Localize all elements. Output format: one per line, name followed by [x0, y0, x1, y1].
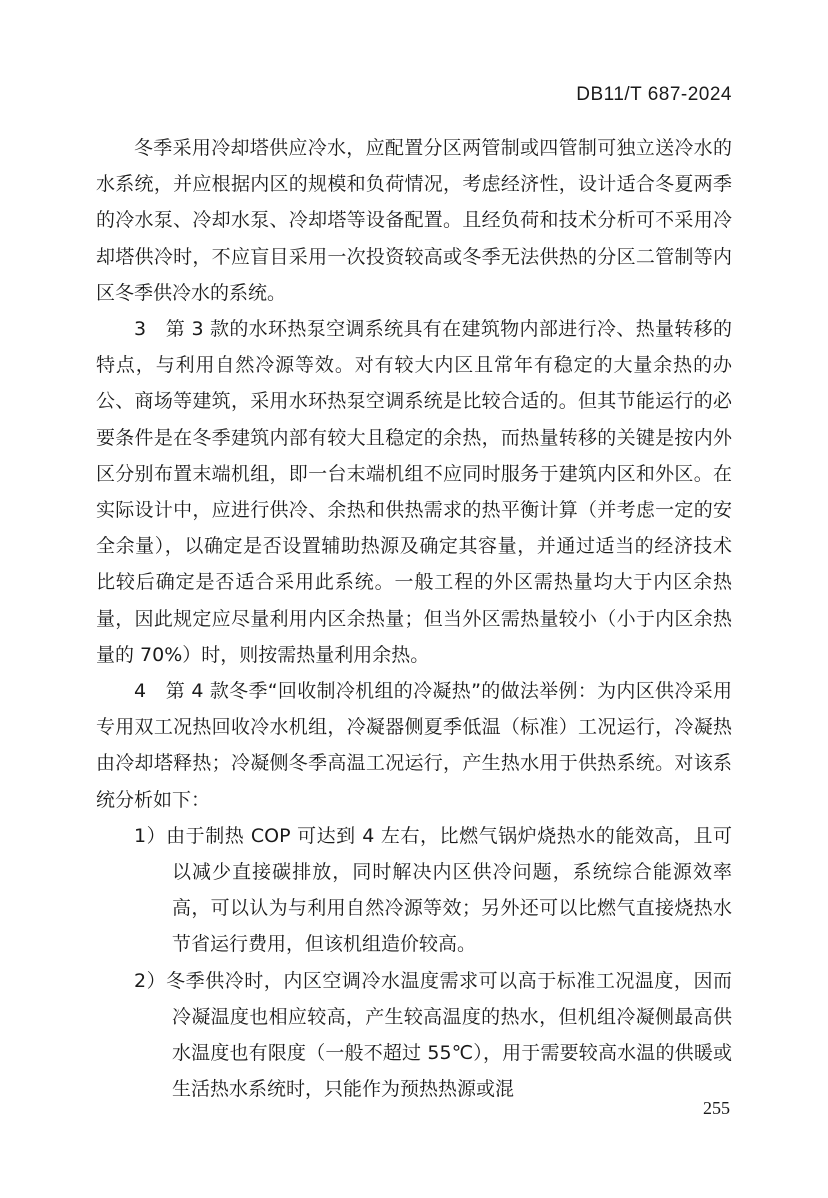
page-body	[96, 130, 732, 1107]
list-item-2-winter-cooling: 2）冬季供冷时，内区空调冷水温度需求可以高于标准工况温度，因而冷凝温度也相应较高，产生较高温度的热水，但机组冷凝侧最高供水温度也有限度（一般不超过 55℃），用于需要较高水温的供暖或生活热水系统时，只能作为预热热源或混	[134, 969, 732, 1101]
page-number: 255	[703, 1098, 730, 1118]
list-item-1-heating-cop: 1）由于制热 COP 可达到 4 左右，比燃气锅炉烧热水的能效高，且可以减少直接碳排放，同时解决内区供冷问题，系统综合能源效率高，可以认为与利用自然冷源等效；另外还可以比燃气直接烧热水节省运行费用，但该机组造价较高。	[134, 824, 732, 956]
paragraph-item-4-condensing-heat: 4 第 4 款冬季“回收制冷机组的冷凝热”的做法举例：为内区供冷采用专用双工况热回收冷水机组，冷凝器侧夏季低温（标准）工况运行，冷凝热由冷却塔释热；冷凝侧冬季高温工况运行，产生热水用于供热系统。对该系统分析如下：	[96, 680, 732, 811]
document-code: DB11/T 687-2024	[576, 84, 732, 105]
paragraph-cooling-tower: 冬季采用冷却塔供应冷水，应配置分区两管制或四管制可独立送冷水的水系统，并应根据内区的规模和负荷情况，考虑经济性，设计适合冬夏两季的冷水泵、冷却水泵、冷却塔等设备配置。且经负荷和技术分析可不采用冷却塔供冷时，不应盲目采用一次投资较高或冬季无法供热的分区二管制等内区冬季供冷水的系统。	[96, 137, 732, 304]
paragraph-item-3-water-loop-heat-pump: 3 第 3 款的水环热泵空调系统具有在建筑物内部进行冷、热量转移的特点，与利用自然冷源等效。对有较大内区且常年有稳定的大量余热的办公、商场等建筑，采用水环热泵空调系统是比较合适的。但其节能运行的必要条件是在冬季建筑内部有较大且稳定的余热，而热量转移的关键是按内外区分别布置末端机组，即一台末端机组不应同时服务于建筑内区和外区。在实际设计中，应进行供冷、余热和供热需求的热平衡计算（并考虑一定的安全余量），以确定是否设置辅助热源及确定其容量，并通过适当的经济技术比较后确定是否适合采用此系统。一般工程的外区需热量均大于内区余热量，因此规定应尽量利用内区余热量；但当外区需热量较小（小于内区余热量的 70%）时，则按需热量利用余热。	[96, 318, 732, 666]
